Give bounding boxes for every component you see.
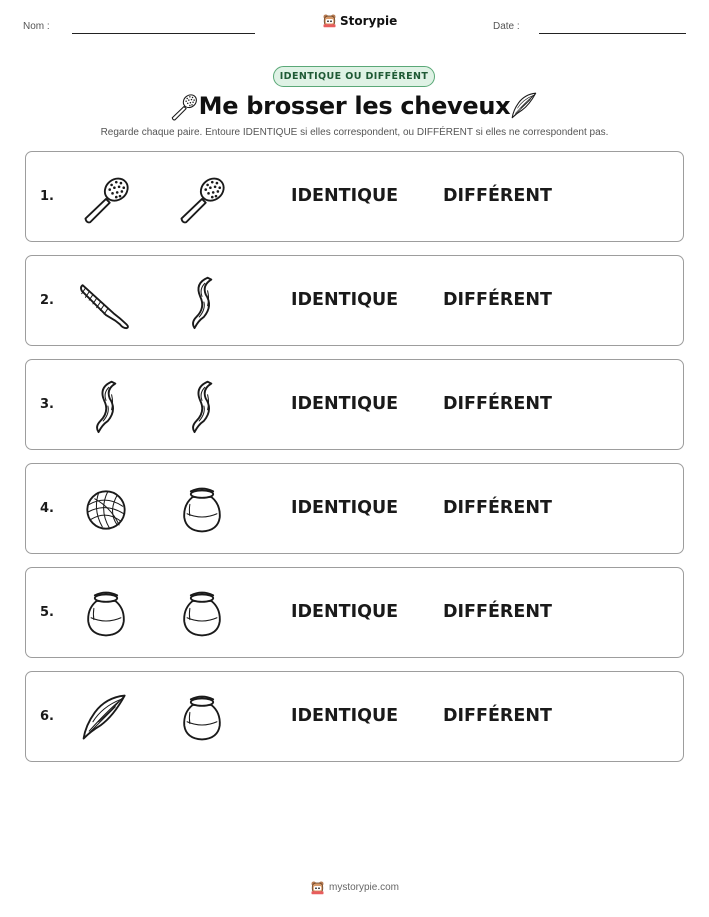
different-option[interactable]: DIFFÉRENT (443, 706, 552, 726)
name-label: Nom : (23, 21, 50, 32)
question-row-5 (25, 567, 684, 658)
page-title: Me brosser les cheveux (198, 92, 511, 120)
hairbrush-icon (168, 90, 200, 122)
jar-icon (174, 586, 230, 642)
footer-url: mystorypie.com (328, 882, 399, 893)
jar-icon (174, 482, 230, 538)
brand-name: Storypie (340, 13, 398, 28)
identique-option[interactable]: IDENTIQUE (291, 602, 399, 622)
jar-icon (78, 586, 134, 642)
question-number: 1. (40, 189, 54, 204)
hair-strand-icon (174, 274, 230, 330)
different-option[interactable]: DIFFÉRENT (443, 498, 552, 518)
different-option[interactable]: DIFFÉRENT (443, 394, 552, 414)
date-line[interactable] (539, 33, 686, 34)
question-row-2 (25, 255, 684, 346)
question-number: 2. (40, 293, 54, 308)
footer (0, 880, 709, 895)
jar-icon (174, 690, 230, 746)
hair-lock-icon (509, 90, 541, 122)
storypie-mascot-icon (322, 13, 337, 28)
question-row-1 (25, 151, 684, 242)
hair-strand-icon (174, 378, 230, 434)
instructions: Regarde chaque paire. Entoure IDENTIQUE si elles correspondent, ou DIFFÉRENT si elles ne correspondent pas. (100, 127, 609, 138)
hair-bun-icon (78, 482, 134, 538)
brand-logo (322, 13, 397, 28)
question-number: 5. (40, 605, 54, 620)
different-option[interactable]: DIFFÉRENT (443, 602, 552, 622)
question-number: 3. (40, 397, 54, 412)
date-label: Date : (493, 21, 520, 32)
different-option[interactable]: DIFFÉRENT (443, 186, 552, 206)
name-line[interactable] (72, 33, 255, 34)
storypie-mascot-icon (310, 880, 325, 895)
hair-strand-icon (78, 378, 134, 434)
question-number: 4. (40, 501, 54, 516)
activity-tag: IDENTIQUE OU DIFFÉRENT (273, 66, 435, 87)
question-number: 6. (40, 709, 54, 724)
identique-option[interactable]: IDENTIQUE (291, 706, 399, 726)
hairbrush-icon (174, 170, 230, 226)
different-option[interactable]: DIFFÉRENT (443, 290, 552, 310)
identique-option[interactable]: IDENTIQUE (291, 290, 399, 310)
title-row (0, 88, 709, 126)
hairbrush-icon (78, 170, 134, 226)
comb-icon (78, 274, 134, 330)
question-row-3 (25, 359, 684, 450)
identique-option[interactable]: IDENTIQUE (291, 498, 399, 518)
question-row-4 (25, 463, 684, 554)
identique-option[interactable]: IDENTIQUE (291, 186, 399, 206)
identique-option[interactable]: IDENTIQUE (291, 394, 399, 414)
hair-lock-icon (78, 690, 134, 746)
question-row-6 (25, 671, 684, 762)
